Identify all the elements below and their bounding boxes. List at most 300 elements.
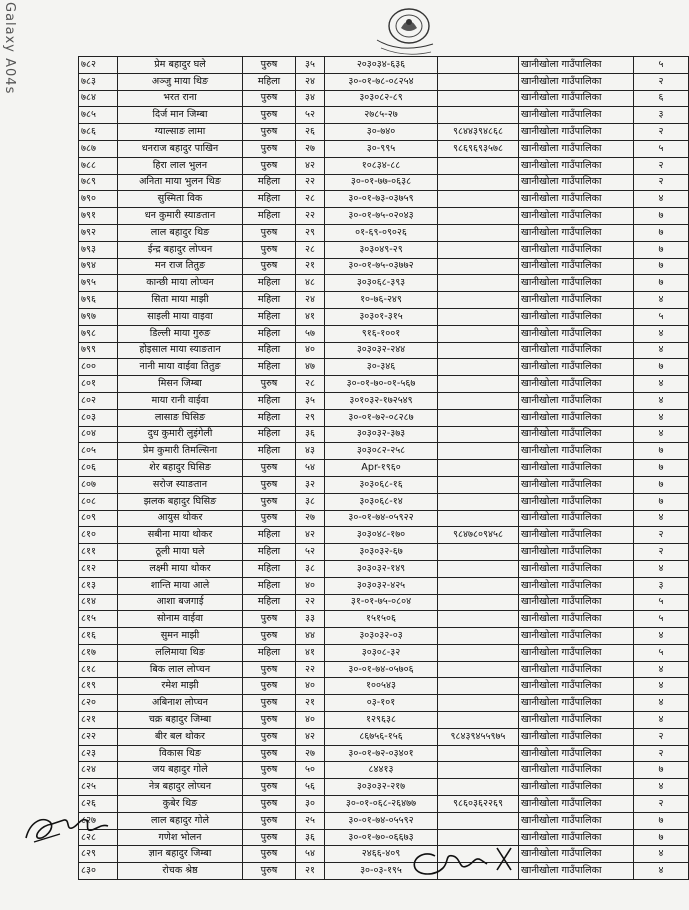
table-row bbox=[79, 426, 689, 443]
citizenship-number-cell: ८४४१३ bbox=[325, 762, 438, 779]
gender-cell: पुरुष bbox=[243, 779, 296, 796]
table-row bbox=[79, 510, 689, 527]
ward-cell: ७ bbox=[634, 762, 689, 779]
age-cell: ३४ bbox=[296, 90, 325, 107]
table-row bbox=[79, 208, 689, 225]
phone-cell bbox=[438, 73, 519, 90]
phone-cell bbox=[438, 392, 519, 409]
phone-cell bbox=[438, 157, 519, 174]
name-cell: भरत राना bbox=[118, 90, 243, 107]
phone-cell bbox=[438, 292, 519, 309]
age-cell: ५६ bbox=[296, 779, 325, 796]
ward-cell: ७ bbox=[634, 476, 689, 493]
gender-cell: महिला bbox=[243, 527, 296, 544]
table-row bbox=[79, 493, 689, 510]
serial-number-cell: ८०२ bbox=[79, 392, 118, 409]
phone-cell bbox=[438, 812, 519, 829]
age-cell: ५४ bbox=[296, 460, 325, 477]
age-cell: ४० bbox=[296, 342, 325, 359]
serial-number-cell: ८२८ bbox=[79, 829, 118, 846]
age-cell: २८ bbox=[296, 191, 325, 208]
municipality-cell: खानीखोला गाउँपालिका bbox=[519, 476, 634, 493]
table-row bbox=[79, 224, 689, 241]
serial-number-cell: ८०९ bbox=[79, 510, 118, 527]
ward-cell: ४ bbox=[634, 376, 689, 393]
phone-cell: ९८६०३६२२६९ bbox=[438, 796, 519, 813]
ward-cell: ४ bbox=[634, 695, 689, 712]
name-cell: कान्छी माया लोप्चन bbox=[118, 275, 243, 292]
serial-number-cell: ८१७ bbox=[79, 644, 118, 661]
gender-cell: पुरुष bbox=[243, 241, 296, 258]
serial-number-cell: ८१४ bbox=[79, 594, 118, 611]
serial-number-cell: ८१३ bbox=[79, 577, 118, 594]
citizenship-number-cell: २७८५-२७ bbox=[325, 107, 438, 124]
ward-cell: ६ bbox=[634, 90, 689, 107]
table-row bbox=[79, 628, 689, 645]
serial-number-cell: ७९३ bbox=[79, 241, 118, 258]
municipality-cell: खानीखोला गाउँपालिका bbox=[519, 594, 634, 611]
ward-cell: २ bbox=[634, 544, 689, 561]
table-row bbox=[79, 863, 689, 880]
name-cell: सिता माया माझी bbox=[118, 292, 243, 309]
municipality-cell: खानीखोला गाउँपालिका bbox=[519, 544, 634, 561]
citizenship-number-cell: ३०३०८२-८९ bbox=[325, 90, 438, 107]
municipality-cell: खानीखोला गाउँपालिका bbox=[519, 628, 634, 645]
table-row bbox=[79, 745, 689, 762]
gender-cell: पुरुष bbox=[243, 812, 296, 829]
serial-number-cell: ८२५ bbox=[79, 779, 118, 796]
citizenship-number-cell: १२९६३८ bbox=[325, 712, 438, 729]
table-row bbox=[79, 140, 689, 157]
phone-cell bbox=[438, 544, 519, 561]
age-cell: २८ bbox=[296, 376, 325, 393]
official-seal-stamp bbox=[371, 4, 441, 64]
ward-cell: ४ bbox=[634, 863, 689, 880]
citizenship-number-cell: ०३-१०१ bbox=[325, 695, 438, 712]
municipality-cell: खानीखोला गाउँपालिका bbox=[519, 510, 634, 527]
table-row bbox=[79, 359, 689, 376]
table-row bbox=[79, 392, 689, 409]
name-cell: प्रेम कुमारी तिमल्सिना bbox=[118, 443, 243, 460]
name-cell: शान्ति माया आले bbox=[118, 577, 243, 594]
table-row bbox=[79, 594, 689, 611]
ward-cell: ४ bbox=[634, 292, 689, 309]
ward-cell: ७ bbox=[634, 275, 689, 292]
name-cell: रमेश माझी bbox=[118, 678, 243, 695]
serial-number-cell: ८०४ bbox=[79, 426, 118, 443]
name-cell: धन कुमारी स्याङतान bbox=[118, 208, 243, 225]
citizenship-number-cell: ३०-०१-७२-०३४०१ bbox=[325, 745, 438, 762]
ward-cell: ५ bbox=[634, 594, 689, 611]
age-cell: ३८ bbox=[296, 560, 325, 577]
phone-cell bbox=[438, 762, 519, 779]
signature-left bbox=[20, 808, 112, 852]
phone-cell bbox=[438, 191, 519, 208]
phone-cell: ९८४७८०९४५८ bbox=[438, 527, 519, 544]
gender-cell: महिला bbox=[243, 594, 296, 611]
ward-cell: ५ bbox=[634, 140, 689, 157]
ward-cell: ४ bbox=[634, 678, 689, 695]
name-cell: नानी माया वाईवा तितुङ bbox=[118, 359, 243, 376]
phone-cell bbox=[438, 510, 519, 527]
serial-number-cell: ७९८ bbox=[79, 325, 118, 342]
serial-number-cell: ७८७ bbox=[79, 140, 118, 157]
gender-cell: महिला bbox=[243, 208, 296, 225]
gender-cell: पुरुष bbox=[243, 762, 296, 779]
ward-cell: ४ bbox=[634, 510, 689, 527]
serial-number-cell: ८०० bbox=[79, 359, 118, 376]
serial-number-cell: ७८६ bbox=[79, 124, 118, 141]
municipality-cell: खानीखोला गाउँपालिका bbox=[519, 124, 634, 141]
serial-number-cell: ८२७ bbox=[79, 812, 118, 829]
municipality-cell: खानीखोला गाउँपालिका bbox=[519, 611, 634, 628]
gender-cell: पुरुष bbox=[243, 712, 296, 729]
age-cell: २१ bbox=[296, 863, 325, 880]
phone-cell bbox=[438, 476, 519, 493]
age-cell: २१ bbox=[296, 258, 325, 275]
citizenship-number-cell: ३०३०३२-०३ bbox=[325, 628, 438, 645]
gender-cell: पुरुष bbox=[243, 678, 296, 695]
gender-cell: पुरुष bbox=[243, 124, 296, 141]
age-cell: ५४ bbox=[296, 846, 325, 863]
age-cell: ४७ bbox=[296, 359, 325, 376]
serial-number-cell: ८२९ bbox=[79, 846, 118, 863]
ward-cell: ५ bbox=[634, 57, 689, 74]
name-cell: सुस्मिता विक bbox=[118, 191, 243, 208]
gender-cell: महिला bbox=[243, 644, 296, 661]
ward-cell: ४ bbox=[634, 342, 689, 359]
serial-number-cell: ७८८ bbox=[79, 157, 118, 174]
ward-cell: ७ bbox=[634, 812, 689, 829]
name-cell: साइली माया वाइवा bbox=[118, 308, 243, 325]
serial-number-cell: ८०३ bbox=[79, 409, 118, 426]
phone-cell bbox=[438, 275, 519, 292]
gender-cell: महिला bbox=[243, 392, 296, 409]
ward-cell: ७ bbox=[634, 460, 689, 477]
municipality-cell: खानीखोला गाउँपालिका bbox=[519, 661, 634, 678]
gender-cell: महिला bbox=[243, 174, 296, 191]
municipality-cell: खानीखोला गाउँपालिका bbox=[519, 863, 634, 880]
table-row bbox=[79, 796, 689, 813]
citizenship-number-cell: १०-७६-२४९ bbox=[325, 292, 438, 309]
table-row bbox=[79, 476, 689, 493]
municipality-cell: खानीखोला गाउँपालिका bbox=[519, 762, 634, 779]
phone-cell bbox=[438, 779, 519, 796]
age-cell: ५२ bbox=[296, 107, 325, 124]
gender-cell: महिला bbox=[243, 544, 296, 561]
ward-cell: ४ bbox=[634, 846, 689, 863]
name-cell: ईन्द्र बहादुर लोप्चन bbox=[118, 241, 243, 258]
citizenship-number-cell: ३०३०१-३१५ bbox=[325, 308, 438, 325]
citizenship-number-cell: ३०-०१-०६८-२६४७७ bbox=[325, 796, 438, 813]
municipality-cell: खानीखोला गाउँपालिका bbox=[519, 409, 634, 426]
age-cell: ३६ bbox=[296, 829, 325, 846]
citizenship-number-cell: ३०-०१-७०-०१-५६७ bbox=[325, 376, 438, 393]
municipality-cell: खानीखोला गाउँपालिका bbox=[519, 796, 634, 813]
table-row bbox=[79, 409, 689, 426]
citizenship-number-cell: ३०३०३२-६७ bbox=[325, 544, 438, 561]
name-cell: लाल बहादुर थिङ bbox=[118, 224, 243, 241]
table-row bbox=[79, 292, 689, 309]
municipality-cell: खानीखोला गाउँपालिका bbox=[519, 745, 634, 762]
age-cell: २९ bbox=[296, 224, 325, 241]
ward-cell: २ bbox=[634, 728, 689, 745]
device-watermark: Galaxy A04s bbox=[2, 2, 17, 95]
table-row bbox=[79, 342, 689, 359]
table-row bbox=[79, 157, 689, 174]
ward-cell: २ bbox=[634, 796, 689, 813]
serial-number-cell: ७९५ bbox=[79, 275, 118, 292]
signature-right bbox=[405, 836, 525, 886]
ward-cell: २ bbox=[634, 73, 689, 90]
name-cell: सबीना माया थोकर bbox=[118, 527, 243, 544]
table-row bbox=[79, 258, 689, 275]
age-cell: २७ bbox=[296, 140, 325, 157]
age-cell: ४० bbox=[296, 678, 325, 695]
table-row bbox=[79, 779, 689, 796]
gender-cell: महिला bbox=[243, 409, 296, 426]
municipality-cell: खानीखोला गाउँपालिका bbox=[519, 359, 634, 376]
citizenship-number-cell: १५१५०६ bbox=[325, 611, 438, 628]
citizenship-number-cell: ३०३०३२-४२५ bbox=[325, 577, 438, 594]
phone-cell bbox=[438, 443, 519, 460]
gender-cell: महिला bbox=[243, 342, 296, 359]
serial-number-cell: ८२३ bbox=[79, 745, 118, 762]
serial-number-cell: ८१६ bbox=[79, 628, 118, 645]
name-cell: धनराज बहादुर पाखिन bbox=[118, 140, 243, 157]
age-cell: ५२ bbox=[296, 544, 325, 561]
name-cell: रोचक श्रेष्ठ bbox=[118, 863, 243, 880]
citizenship-number-cell: ३०३०३२-१४९ bbox=[325, 560, 438, 577]
name-cell: हिरा लाल भुलन bbox=[118, 157, 243, 174]
citizenship-number-cell: १०८३४-८८ bbox=[325, 157, 438, 174]
age-cell: २२ bbox=[296, 174, 325, 191]
table-row bbox=[79, 308, 689, 325]
age-cell: २२ bbox=[296, 661, 325, 678]
municipality-cell: खानीखोला गाउँपालिका bbox=[519, 678, 634, 695]
municipality-cell: खानीखोला गाउँपालिका bbox=[519, 140, 634, 157]
ward-cell: ७ bbox=[634, 208, 689, 225]
phone-cell bbox=[438, 560, 519, 577]
citizenship-number-cell: १००५४३ bbox=[325, 678, 438, 695]
phone-cell bbox=[438, 661, 519, 678]
citizenship-number-cell: ३०-०१-७२-०८२८७ bbox=[325, 409, 438, 426]
gender-cell: पुरुष bbox=[243, 376, 296, 393]
table-row bbox=[79, 846, 689, 863]
ward-cell: ५ bbox=[634, 644, 689, 661]
name-cell: प्रेम बहादुर घले bbox=[118, 57, 243, 74]
table-row bbox=[79, 527, 689, 544]
municipality-cell: खानीखोला गाउँपालिका bbox=[519, 443, 634, 460]
name-cell: चक्र बहादुर जिम्बा bbox=[118, 712, 243, 729]
citizenship-number-cell: २०३०३४-६३६ bbox=[325, 57, 438, 74]
table-row bbox=[79, 174, 689, 191]
table-row bbox=[79, 57, 689, 74]
municipality-cell: खानीखोला गाउँपालिका bbox=[519, 846, 634, 863]
table-row bbox=[79, 644, 689, 661]
citizenship-number-cell: ३०-०१-७४-०५७०६ bbox=[325, 661, 438, 678]
municipality-cell: खानीखोला गाउँपालिका bbox=[519, 157, 634, 174]
ward-cell: २ bbox=[634, 157, 689, 174]
age-cell: ४० bbox=[296, 712, 325, 729]
municipality-cell: खानीखोला गाउँपालिका bbox=[519, 241, 634, 258]
ward-cell: ३ bbox=[634, 577, 689, 594]
age-cell: ३५ bbox=[296, 392, 325, 409]
gender-cell: पुरुष bbox=[243, 628, 296, 645]
gender-cell: पुरुष bbox=[243, 157, 296, 174]
age-cell: २७ bbox=[296, 510, 325, 527]
citizenship-number-cell: ३१-०१-७५-०८०४ bbox=[325, 594, 438, 611]
phone-cell bbox=[438, 308, 519, 325]
serial-number-cell: ७९४ bbox=[79, 258, 118, 275]
citizenship-number-cell: ३०-०१-७०-०६६७३ bbox=[325, 829, 438, 846]
phone-cell bbox=[438, 376, 519, 393]
phone-cell bbox=[438, 644, 519, 661]
municipality-cell: खानीखोला गाउँपालिका bbox=[519, 426, 634, 443]
gender-cell: महिला bbox=[243, 577, 296, 594]
municipality-cell: खानीखोला गाउँपालिका bbox=[519, 779, 634, 796]
citizenship-number-cell: २४६६-४०९ bbox=[325, 846, 438, 863]
name-cell: आशा बजगाई bbox=[118, 594, 243, 611]
name-cell: डिल्ली माया गुरुङ bbox=[118, 325, 243, 342]
serial-number-cell: ८१२ bbox=[79, 560, 118, 577]
ward-cell: ७ bbox=[634, 241, 689, 258]
gender-cell: महिला bbox=[243, 191, 296, 208]
table-row bbox=[79, 829, 689, 846]
name-cell: शेर बहादुर घिसिङ bbox=[118, 460, 243, 477]
table-row bbox=[79, 376, 689, 393]
gender-cell: पुरुष bbox=[243, 661, 296, 678]
ward-cell: ५ bbox=[634, 611, 689, 628]
municipality-cell: खानीखोला गाउँपालिका bbox=[519, 342, 634, 359]
citizenship-number-cell: ३०३०८-३२ bbox=[325, 644, 438, 661]
name-cell: मन राज तितुङ bbox=[118, 258, 243, 275]
ward-cell: ७ bbox=[634, 258, 689, 275]
citizenship-number-cell: ३०-०१-७३-०३७५९ bbox=[325, 191, 438, 208]
name-cell: सुमन माझी bbox=[118, 628, 243, 645]
serial-number-cell: ८२२ bbox=[79, 728, 118, 745]
serial-number-cell: ७९१ bbox=[79, 208, 118, 225]
gender-cell: पुरुष bbox=[243, 796, 296, 813]
serial-number-cell: ८०५ bbox=[79, 443, 118, 460]
table-row bbox=[79, 812, 689, 829]
serial-number-cell: ७९२ bbox=[79, 224, 118, 241]
name-cell: लाल बहादुर गोले bbox=[118, 812, 243, 829]
serial-number-cell: ८२६ bbox=[79, 796, 118, 813]
serial-number-cell: ७८३ bbox=[79, 73, 118, 90]
table-row bbox=[79, 611, 689, 628]
age-cell: २६ bbox=[296, 124, 325, 141]
table-row bbox=[79, 560, 689, 577]
citizenship-number-cell: ३०३०४८-१७० bbox=[325, 527, 438, 544]
phone-cell bbox=[438, 745, 519, 762]
citizenship-number-cell: ३०-०१-७५-०२०४३ bbox=[325, 208, 438, 225]
serial-number-cell: ७८५ bbox=[79, 107, 118, 124]
municipality-cell: खानीखोला गाउँपालिका bbox=[519, 258, 634, 275]
municipality-cell: खानीखोला गाउँपालिका bbox=[519, 812, 634, 829]
age-cell: ५० bbox=[296, 762, 325, 779]
gender-cell: पुरुष bbox=[243, 695, 296, 712]
municipality-cell: खानीखोला गाउँपालिका bbox=[519, 460, 634, 477]
serial-number-cell: ८३० bbox=[79, 863, 118, 880]
phone-cell bbox=[438, 712, 519, 729]
citizenship-number-cell: ०१-६९-०९०२६ bbox=[325, 224, 438, 241]
citizenship-number-cell: ३०३०३२-२४४ bbox=[325, 342, 438, 359]
ward-cell: ७ bbox=[634, 359, 689, 376]
serial-number-cell: ७९० bbox=[79, 191, 118, 208]
ward-cell: ३ bbox=[634, 107, 689, 124]
age-cell: ४४ bbox=[296, 628, 325, 645]
phone-cell bbox=[438, 174, 519, 191]
gender-cell: पुरुष bbox=[243, 476, 296, 493]
phone-cell bbox=[438, 611, 519, 628]
municipality-cell: खानीखोला गाउँपालिका bbox=[519, 392, 634, 409]
name-cell: अनिता माया भुलन थिङ bbox=[118, 174, 243, 191]
ward-cell: ४ bbox=[634, 409, 689, 426]
ward-cell: ४ bbox=[634, 325, 689, 342]
phone-cell bbox=[438, 594, 519, 611]
gender-cell: महिला bbox=[243, 325, 296, 342]
table-row bbox=[79, 544, 689, 561]
name-cell: लासाङ घिसिङ bbox=[118, 409, 243, 426]
citizenship-number-cell: ३०-०३-१९५ bbox=[325, 863, 438, 880]
citizenship-number-cell: ३०३०४९-२९ bbox=[325, 241, 438, 258]
gender-cell: पुरुष bbox=[243, 829, 296, 846]
municipality-cell: खानीखोला गाउँपालिका bbox=[519, 57, 634, 74]
age-cell: ४२ bbox=[296, 728, 325, 745]
municipality-cell: खानीखोला गाउँपालिका bbox=[519, 527, 634, 544]
table-row bbox=[79, 73, 689, 90]
table-row bbox=[79, 90, 689, 107]
ward-cell: ४ bbox=[634, 712, 689, 729]
municipality-cell: खानीखोला गाउँपालिका bbox=[519, 695, 634, 712]
age-cell: ३५ bbox=[296, 57, 325, 74]
citizenship-number-cell: ३०-९९५ bbox=[325, 140, 438, 157]
age-cell: ३६ bbox=[296, 426, 325, 443]
age-cell: ४२ bbox=[296, 527, 325, 544]
gender-cell: पुरुष bbox=[243, 140, 296, 157]
gender-cell: पुरुष bbox=[243, 745, 296, 762]
citizenship-number-cell: ८६७५६-१५६ bbox=[325, 728, 438, 745]
serial-number-cell: ८२० bbox=[79, 695, 118, 712]
age-cell: २२ bbox=[296, 208, 325, 225]
ward-cell: ४ bbox=[634, 392, 689, 409]
serial-number-cell: ८१० bbox=[79, 527, 118, 544]
municipality-cell: खानीखोला गाउँपालिका bbox=[519, 712, 634, 729]
municipality-cell: खानीखोला गाउँपालिका bbox=[519, 73, 634, 90]
ward-cell: २ bbox=[634, 527, 689, 544]
phone-cell bbox=[438, 342, 519, 359]
gender-cell: महिला bbox=[243, 443, 296, 460]
phone-cell bbox=[438, 678, 519, 695]
phone-cell bbox=[438, 460, 519, 477]
gender-cell: पुरुष bbox=[243, 728, 296, 745]
name-cell: ग्याल्साङ लामा bbox=[118, 124, 243, 141]
citizenship-number-cell: ३०-०१-७४-०५५९२ bbox=[325, 812, 438, 829]
age-cell: २७ bbox=[296, 745, 325, 762]
phone-cell bbox=[438, 577, 519, 594]
age-cell: २४ bbox=[296, 73, 325, 90]
age-cell: ४२ bbox=[296, 157, 325, 174]
name-cell: दिर्ज मान जिम्बा bbox=[118, 107, 243, 124]
gender-cell: पुरुष bbox=[243, 107, 296, 124]
municipality-cell: खानीखोला गाउँपालिका bbox=[519, 577, 634, 594]
name-cell: ललिमाया थिङ bbox=[118, 644, 243, 661]
citizenship-number-cell: ३०-०१-७५-०३७७२ bbox=[325, 258, 438, 275]
gender-cell: पुरुष bbox=[243, 258, 296, 275]
gender-cell: महिला bbox=[243, 359, 296, 376]
serial-number-cell: ८०७ bbox=[79, 476, 118, 493]
